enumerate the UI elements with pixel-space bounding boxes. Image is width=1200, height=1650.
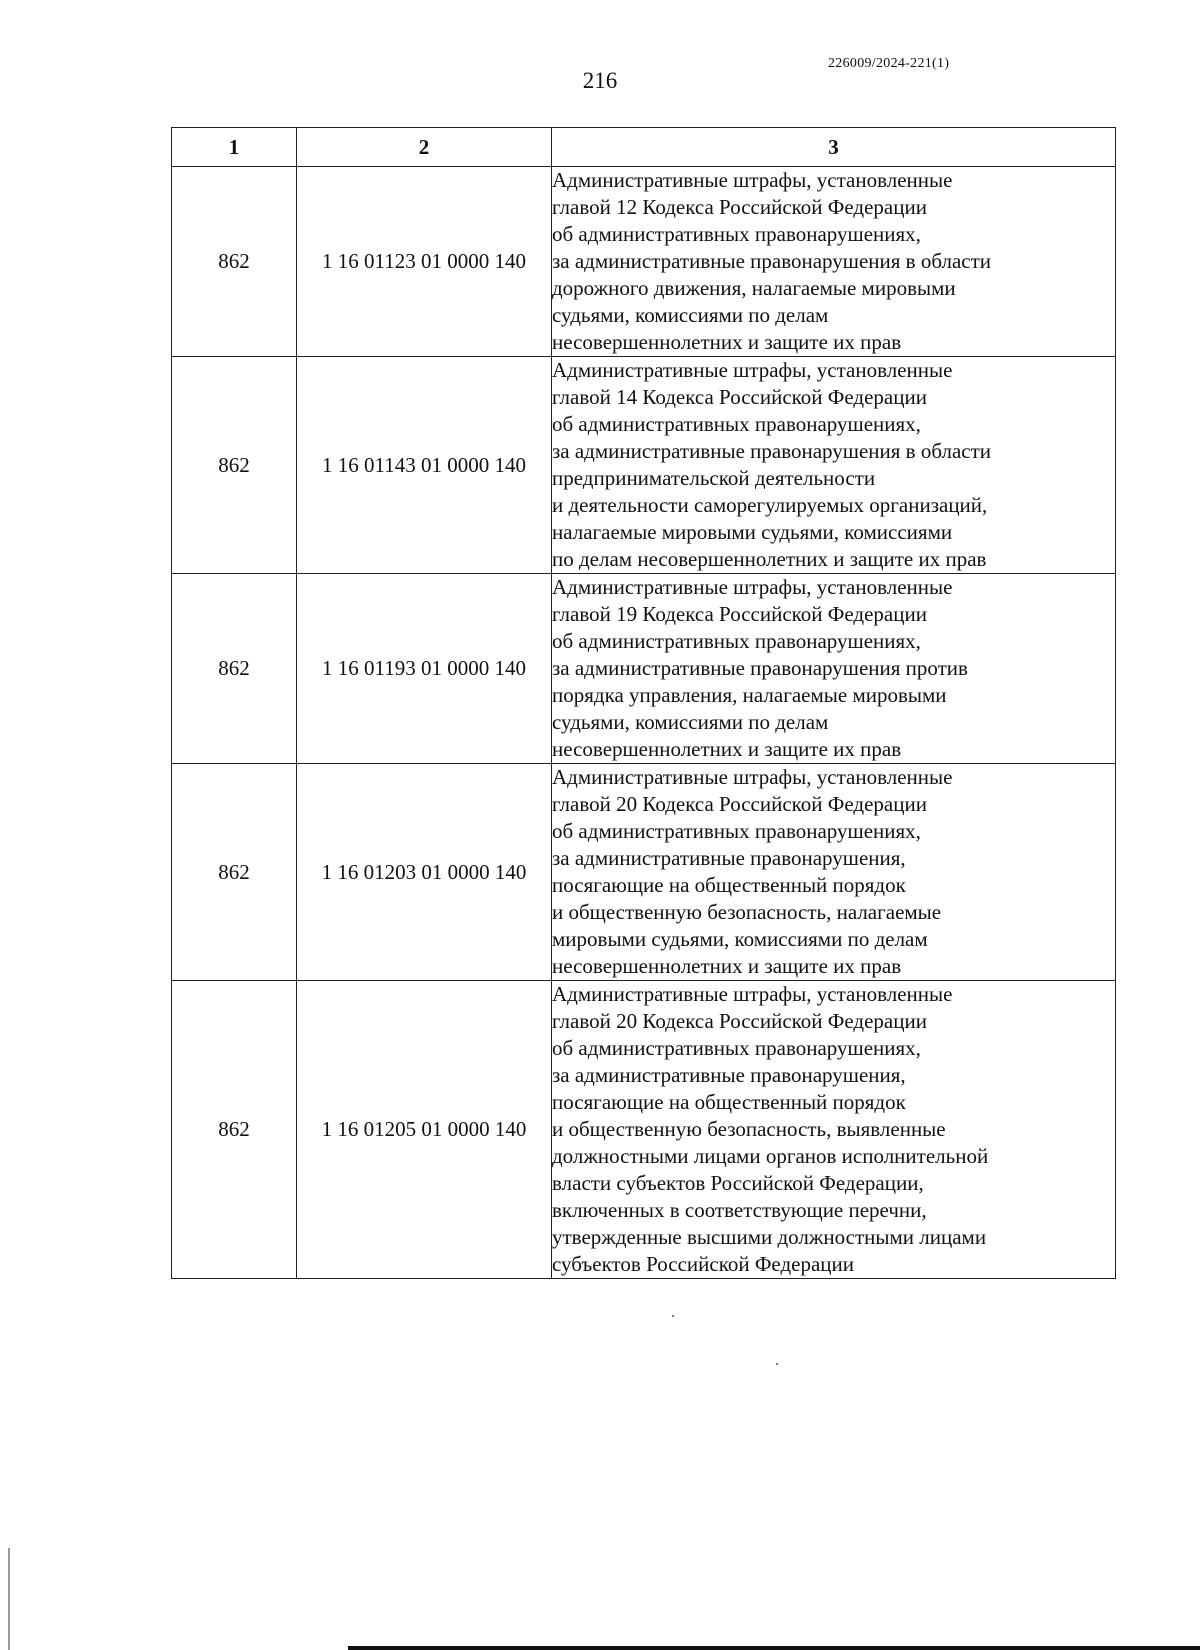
description-line: субъектов Российской Федерации xyxy=(552,1252,855,1276)
scan-speck xyxy=(776,1363,778,1365)
description-line: посягающие на общественный порядок xyxy=(552,1090,906,1114)
description-line: главой 20 Кодекса Российской Федерации xyxy=(552,1009,927,1033)
admin-code-cell: 862 xyxy=(172,167,297,357)
scan-edge-mark xyxy=(8,1548,10,1650)
description-line: об административных правонарушениях, xyxy=(552,629,921,653)
description-line: несовершеннолетних и защите их прав xyxy=(552,954,902,978)
description-line: главой 20 Кодекса Российской Федерации xyxy=(552,792,927,816)
description-line: об административных правонарушениях, xyxy=(552,412,921,436)
description-line: главой 19 Кодекса Российской Федерации xyxy=(552,602,927,626)
description-line: должностными лицами органов исполнительной xyxy=(552,1144,989,1168)
table-body xyxy=(172,167,1116,1279)
page-number: 216 xyxy=(582,68,618,93)
description-line: и общественную безопасность, налагаемые xyxy=(552,900,942,924)
admin-code-cell: 862 xyxy=(172,357,297,574)
description-line: главой 14 Кодекса Российской Федерации xyxy=(552,385,927,409)
description-line: главой 12 Кодекса Российской Федерации xyxy=(552,195,927,219)
description-line: Административные штрафы, установленные xyxy=(552,765,953,789)
revenue-description-cell xyxy=(552,167,1116,357)
description-line: посягающие на общественный порядок xyxy=(552,873,906,897)
description-line: утвержденные высшими должностными лицами xyxy=(552,1225,987,1249)
column-header-1: 1 xyxy=(172,128,297,167)
revenue-description-cell xyxy=(552,574,1116,764)
description-line: об административных правонарушениях, xyxy=(552,222,921,246)
description-line: дорожного движения, налагаемые мировыми xyxy=(552,276,956,300)
description-line: Административные штрафы, установленные xyxy=(552,358,953,382)
table-row xyxy=(172,764,1116,981)
description-line: об административных правонарушениях, xyxy=(552,819,921,843)
table-row xyxy=(172,167,1116,357)
revenue-description-cell xyxy=(552,981,1116,1279)
description-line: и общественную безопасность, выявленные xyxy=(552,1117,946,1141)
description-line: Административные штрафы, установленные xyxy=(552,575,953,599)
scan-speck xyxy=(672,1315,674,1317)
description-line: несовершеннолетних и защите их прав xyxy=(552,737,902,761)
description-line: и деятельности саморегулируемых организаций, xyxy=(552,493,988,517)
description-line: налагаемые мировыми судьями, комиссиями xyxy=(552,520,953,544)
description-line: несовершеннолетних и защите их прав xyxy=(552,330,902,354)
budget-codes-table xyxy=(171,127,1116,1279)
description-line: за административные правонарушения против xyxy=(552,656,968,680)
description-line: об административных правонарушениях, xyxy=(552,1036,921,1060)
description-line: Административные штрафы, установленные xyxy=(552,168,953,192)
description-line: за административные правонарушения в области xyxy=(552,439,992,463)
description-line: включенных в соответствующие перечни, xyxy=(552,1198,927,1222)
scan-bottom-edge xyxy=(348,1646,1200,1650)
description-line: за административные правонарушения, xyxy=(552,846,906,870)
table-row xyxy=(172,357,1116,574)
document-registration-number: 226009/2024-221(1) xyxy=(828,56,950,71)
table-header-row xyxy=(172,128,1116,167)
description-line: Административные штрафы, установленные xyxy=(552,982,953,1006)
description-line: мировыми судьями, комиссиями по делам xyxy=(552,927,928,951)
budget-classification-code-cell: 1 16 01203 01 0000 140 xyxy=(297,764,552,981)
description-line: за административные правонарушения в области xyxy=(552,249,992,273)
admin-code-cell: 862 xyxy=(172,981,297,1279)
description-line: судьями, комиссиями по делам xyxy=(552,303,829,327)
table-row xyxy=(172,981,1116,1279)
column-header-2: 2 xyxy=(297,128,552,167)
description-line: за административные правонарушения, xyxy=(552,1063,906,1087)
description-line: власти субъектов Российской Федерации, xyxy=(552,1171,924,1195)
budget-classification-code-cell: 1 16 01123 01 0000 140 xyxy=(297,167,552,357)
column-header-3: 3 xyxy=(552,128,1116,167)
description-line: судьями, комиссиями по делам xyxy=(552,710,829,734)
budget-classification-code-cell: 1 16 01205 01 0000 140 xyxy=(297,981,552,1279)
revenue-description-cell xyxy=(552,764,1116,981)
description-line: предпринимательской деятельности xyxy=(552,466,876,490)
description-line: порядка управления, налагаемые мировыми xyxy=(552,683,947,707)
table-row xyxy=(172,574,1116,764)
description-line: по делам несовершеннолетних и защите их прав xyxy=(552,547,987,571)
revenue-description-cell xyxy=(552,357,1116,574)
budget-classification-code-cell: 1 16 01193 01 0000 140 xyxy=(297,574,552,764)
admin-code-cell: 862 xyxy=(172,574,297,764)
budget-classification-code-cell: 1 16 01143 01 0000 140 xyxy=(297,357,552,574)
admin-code-cell: 862 xyxy=(172,764,297,981)
